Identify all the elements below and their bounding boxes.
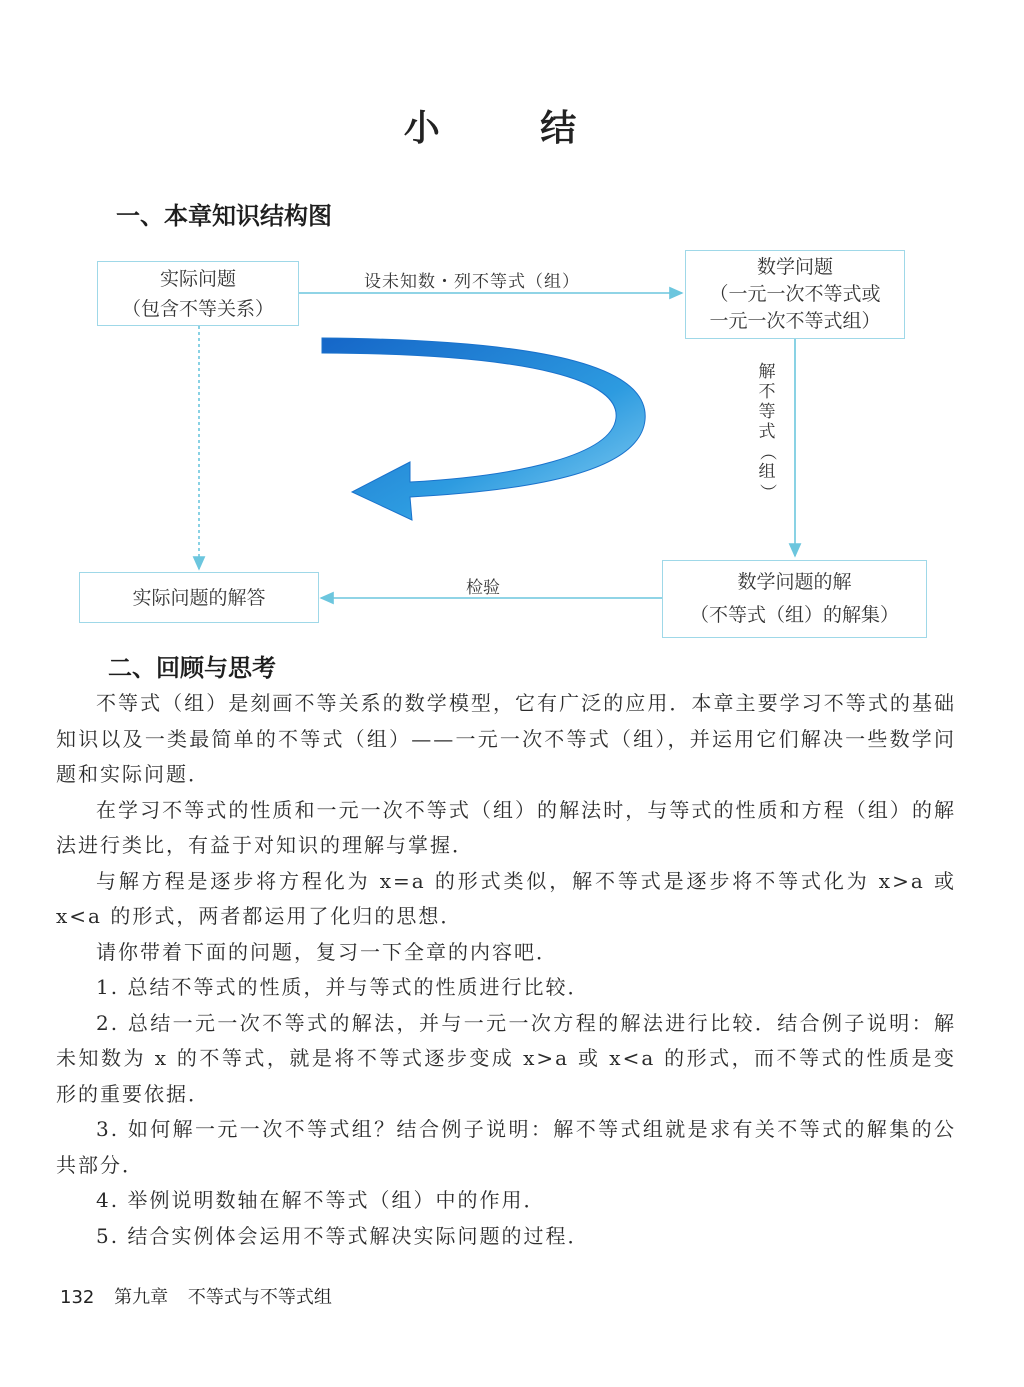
question-item: 2. 总结一元一次不等式的解法，并与一元一次方程的解法进行比较．结合例子说明：解未知数为 x 的不等式，就是将不等式逐步变成 x>a 或 x<a 的形式，而不等式的性质是变形的重要依据． xyxy=(56,1010,956,1106)
question-item: 3. 如何解一元一次不等式组？结合例子说明：解不等式组就是求有关不等式的解集的公共部分． xyxy=(56,1117,956,1177)
page-number: 132 xyxy=(60,1287,95,1308)
paragraph: 与解方程是逐步将方程化为 x=a 的形式类似，解不等式是逐步将不等式化为 x>a 或 x<a 的形式，两者都运用了化归的思想． xyxy=(56,868,956,928)
box-math-problem-line2: （一元一次不等式或 xyxy=(709,283,881,305)
label-set-unknown: 设未知数・列不等式（组） xyxy=(364,272,580,292)
vlabel-char: ） xyxy=(757,483,777,501)
box-math-problem-line1: 数学问题 xyxy=(756,256,833,278)
box-real-problem-line1: 实际问题 xyxy=(159,268,236,290)
box-math-solution xyxy=(662,560,927,638)
question-item: 1. 总结不等式的性质，并与等式的性质进行比较． xyxy=(96,975,590,999)
blue-curved-arrow xyxy=(322,338,645,520)
section-1-heading: 一、本章知识结构图 xyxy=(116,202,332,230)
chapter-number: 第九章 xyxy=(114,1287,169,1308)
section-2-heading: 二、回顾与思考 xyxy=(108,654,276,682)
box-real-problem-line2: （包含不等关系） xyxy=(121,298,274,320)
paragraph: 在学习不等式的性质和一元一次不等式（组）的解法时，与等式的性质和方程（组）的解法进行类比，有益于对知识的理解与掌握． xyxy=(56,797,956,857)
paragraph: 请你带着下面的问题，复习一下全章的内容吧． xyxy=(96,939,558,964)
page-title: 小 结 xyxy=(403,108,621,149)
box-real-answer-line1: 实际问题的解答 xyxy=(132,587,266,609)
question-item: 5. 结合实例体会运用不等式解决实际问题的过程． xyxy=(96,1223,590,1248)
page-footer xyxy=(60,1283,346,1309)
box-math-solution-line1: 数学问题的解 xyxy=(737,571,852,593)
vlabel-char: （ xyxy=(757,443,777,461)
paragraph: 不等式（组）是刻画不等关系的数学模型，它有广泛的应用．本章主要学习不等式的基础知识以及一类最简单的不等式（组）——一元一次不等式（组），并运用它们解决一些数学问题和实际问题． xyxy=(56,691,956,786)
chapter-title: 不等式与不等式组 xyxy=(187,1287,332,1308)
review-body xyxy=(56,686,956,1254)
box-math-problem-line3: 一元一次不等式组） xyxy=(709,310,881,332)
box-math-solution-line2: （不等式（组）的解集） xyxy=(689,604,899,626)
label-verify: 检验 xyxy=(466,578,500,598)
box-real-problem xyxy=(97,261,299,326)
box-real-answer xyxy=(79,572,319,623)
knowledge-structure-diagram xyxy=(0,0,1024,660)
label-solve-inequality xyxy=(757,362,777,502)
vlabel-char: 不 xyxy=(758,382,776,402)
vlabel-char: 式 xyxy=(758,422,776,442)
vlabel-char: 解 xyxy=(758,362,776,382)
vlabel-char: 等 xyxy=(758,402,776,422)
vlabel-char: 组 xyxy=(758,462,776,482)
question-item: 4. 举例说明数轴在解不等式（组）中的作用． xyxy=(96,1188,546,1212)
box-math-problem xyxy=(685,250,905,339)
